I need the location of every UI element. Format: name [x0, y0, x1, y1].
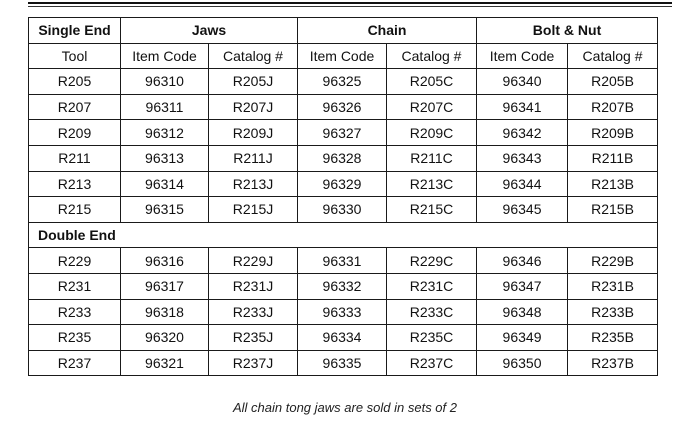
table-row: [29, 120, 658, 146]
section-row-double-end: [29, 222, 658, 248]
cell-bolt-item-code: 96348: [477, 299, 568, 325]
cell-chain-catalog: R233C: [387, 299, 477, 325]
subheader-row: [29, 43, 658, 69]
cell-jaws-catalog: R235J: [209, 325, 298, 351]
header-bolt-nut: Bolt & Nut: [477, 18, 658, 44]
cell-jaws-catalog: R205J: [209, 69, 298, 95]
cell-jaws-item-code: 96310: [121, 69, 209, 95]
section-label-double-end: Double End: [29, 222, 658, 248]
cell-bolt-item-code: 96343: [477, 145, 568, 171]
cell-jaws-item-code: 96316: [121, 248, 209, 274]
cell-bolt-catalog: R207B: [568, 94, 658, 120]
cell-jaws-catalog: R209J: [209, 120, 298, 146]
cell-jaws-item-code: 96321: [121, 350, 209, 376]
cell-chain-catalog: R237C: [387, 350, 477, 376]
cell-bolt-item-code: 96346: [477, 248, 568, 274]
cell-bolt-catalog: R235B: [568, 325, 658, 351]
table-row: [29, 350, 658, 376]
cell-chain-catalog: R231C: [387, 273, 477, 299]
cell-bolt-item-code: 96349: [477, 325, 568, 351]
cell-chain-catalog: R215C: [387, 197, 477, 223]
cell-tool: R237: [29, 350, 121, 376]
cell-chain-catalog: R229C: [387, 248, 477, 274]
table-row: [29, 94, 658, 120]
cell-tool: R235: [29, 325, 121, 351]
cell-chain-catalog: R205C: [387, 69, 477, 95]
cell-jaws-item-code: 96315: [121, 197, 209, 223]
cell-chain-item-code: 96332: [298, 273, 387, 299]
table-caption: All chain tong jaws are sold in sets of 2: [232, 400, 457, 415]
cell-bolt-item-code: 96345: [477, 197, 568, 223]
cell-bolt-catalog: R215B: [568, 197, 658, 223]
cell-jaws-catalog: R237J: [209, 350, 298, 376]
cell-jaws-item-code: 96312: [121, 120, 209, 146]
cell-jaws-item-code: 96317: [121, 273, 209, 299]
table-row: [29, 197, 658, 223]
cell-tool: R215: [29, 197, 121, 223]
header-chain: Chain: [298, 18, 477, 44]
cell-chain-catalog: R209C: [387, 120, 477, 146]
cell-bolt-item-code: 96350: [477, 350, 568, 376]
cell-tool: R211: [29, 145, 121, 171]
cell-jaws-item-code: 96320: [121, 325, 209, 351]
cell-chain-catalog: R211C: [387, 145, 477, 171]
cell-bolt-catalog: R233B: [568, 299, 658, 325]
cell-bolt-catalog: R205B: [568, 69, 658, 95]
cell-jaws-item-code: 96314: [121, 171, 209, 197]
table-row: [29, 325, 658, 351]
subheader-bolt-catalog: Catalog #: [568, 43, 658, 69]
table-row: [29, 248, 658, 274]
cell-jaws-catalog: R231J: [209, 273, 298, 299]
cell-chain-item-code: 96331: [298, 248, 387, 274]
header-row: [29, 18, 658, 44]
table-row: [29, 145, 658, 171]
table-row: [29, 171, 658, 197]
cell-chain-item-code: 96325: [298, 69, 387, 95]
cell-bolt-catalog: R211B: [568, 145, 658, 171]
cell-bolt-catalog: R209B: [568, 120, 658, 146]
cell-tool: R209: [29, 120, 121, 146]
subheader-jaws-item-code: Item Code: [121, 43, 209, 69]
cell-chain-item-code: 96335: [298, 350, 387, 376]
cell-tool: R233: [29, 299, 121, 325]
top-rule-thin: [28, 6, 672, 7]
cell-bolt-item-code: 96340: [477, 69, 568, 95]
table-row: [29, 69, 658, 95]
subheader-chain-catalog: Catalog #: [387, 43, 477, 69]
cell-bolt-item-code: 96347: [477, 273, 568, 299]
cell-tool: R205: [29, 69, 121, 95]
cell-tool: R213: [29, 171, 121, 197]
header-jaws: Jaws: [121, 18, 298, 44]
cell-bolt-catalog: R237B: [568, 350, 658, 376]
cell-jaws-item-code: 96318: [121, 299, 209, 325]
cell-chain-item-code: 96333: [298, 299, 387, 325]
header-single-end: Single End: [29, 18, 121, 44]
cell-chain-catalog: R235C: [387, 325, 477, 351]
cell-chain-catalog: R207C: [387, 94, 477, 120]
cell-bolt-item-code: 96342: [477, 120, 568, 146]
cell-bolt-catalog: R213B: [568, 171, 658, 197]
cell-chain-catalog: R213C: [387, 171, 477, 197]
parts-table: [28, 17, 658, 376]
cell-jaws-catalog: R213J: [209, 171, 298, 197]
cell-jaws-catalog: R207J: [209, 94, 298, 120]
cell-tool: R229: [29, 248, 121, 274]
cell-tool: R231: [29, 273, 121, 299]
cell-jaws-item-code: 96313: [121, 145, 209, 171]
subheader-tool: Tool: [29, 43, 121, 69]
cell-jaws-catalog: R215J: [209, 197, 298, 223]
cell-jaws-catalog: R233J: [209, 299, 298, 325]
table-row: [29, 273, 658, 299]
subheader-chain-item-code: Item Code: [298, 43, 387, 69]
cell-jaws-item-code: 96311: [121, 94, 209, 120]
cell-jaws-catalog: R229J: [209, 248, 298, 274]
cell-chain-item-code: 96334: [298, 325, 387, 351]
cell-chain-item-code: 96330: [298, 197, 387, 223]
cell-chain-item-code: 96328: [298, 145, 387, 171]
cell-chain-item-code: 96327: [298, 120, 387, 146]
cell-bolt-catalog: R231B: [568, 273, 658, 299]
cell-jaws-catalog: R211J: [209, 145, 298, 171]
top-rule: [28, 2, 672, 4]
cell-chain-item-code: 96329: [298, 171, 387, 197]
cell-chain-item-code: 96326: [298, 94, 387, 120]
table-row: [29, 299, 658, 325]
cell-bolt-catalog: R229B: [568, 248, 658, 274]
subheader-bolt-item-code: Item Code: [477, 43, 568, 69]
cell-bolt-item-code: 96341: [477, 94, 568, 120]
subheader-jaws-catalog: Catalog #: [209, 43, 298, 69]
cell-tool: R207: [29, 94, 121, 120]
cell-bolt-item-code: 96344: [477, 171, 568, 197]
